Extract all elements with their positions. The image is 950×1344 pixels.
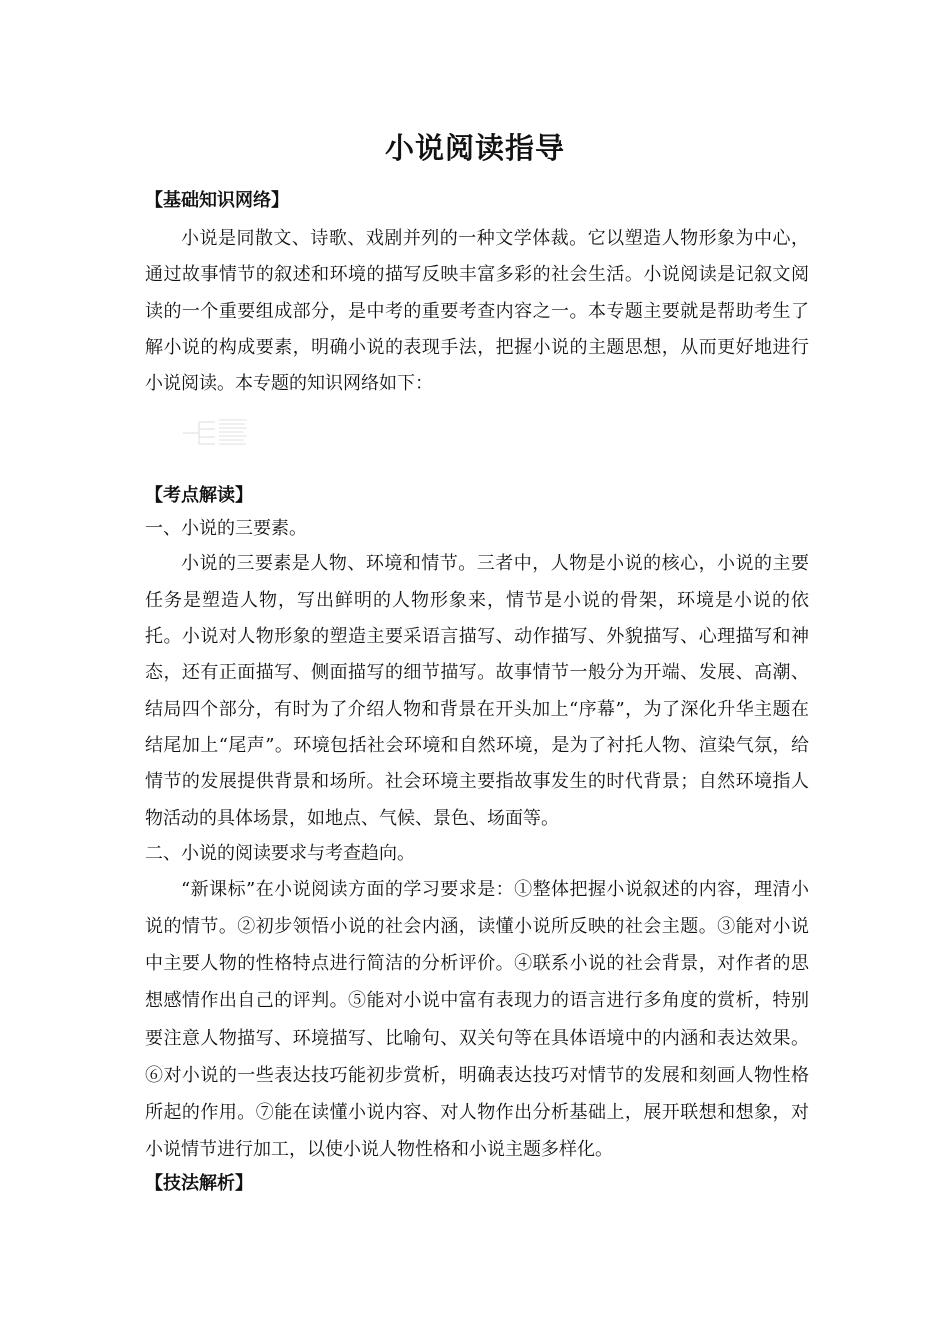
section-heading-techniques: 【技法解析】	[145, 1173, 253, 1195]
knowledge-network-figure	[145, 402, 809, 480]
section-heading-basic-knowledge: 【基础知识网络】	[145, 190, 289, 211]
paragraph-three-elements: 小说的三要素是人物、环境和情节。三者中，人物是小说的核心，小说的主要任务是塑造人物，写出鲜明的人物形象来，情节是小说的骨架，环境是小说的依托。小说对人物形象的塑造主要采语言描写、动作描写、外貌描写、心理描写和神态，还有正面描写、侧面描写的细节描写。故事情节一般分为开端、发展、高潮、结局四个部分，有时为了介绍人物和背景在开头加上“序幕”，为了深化升华主题在结尾加上“尾声”。环境包括社会环境和自然环境，是为了衬托人物、渲染气氛，给情节的发展提供背景和场所。社会环境主要指故事发生的时代背景；自然环境指人物活动的具体场景，如地点、气候、景色、场面等。	[145, 553, 809, 829]
paragraph-intro: 小说是同散文、诗歌、戏剧并列的一种文学体裁。它以塑造人物形象为中心，通过故事情节的叙述和环境的描写反映丰富多彩的社会生活。小说阅读是记叙文阅读的一个重要组成部分，是中考的重要考查内容之一。本专题主要就是帮助考生了解小说的构成要素，明确小说的表现手法，把握小说的主题思想，从而更好地进行小说阅读。本专题的知识网络如下：	[145, 228, 809, 395]
document-body	[145, 185, 809, 1200]
subheading-reading-requirements: 二、小说的阅读要求与考查趋向。	[145, 842, 415, 864]
section-heading-exam-points: 【考点解读】	[145, 485, 253, 507]
knowledge-network-diagram-thumbnail	[181, 418, 251, 448]
paragraph-reading-requirements: “新课标”在小说阅读方面的学习要求是：①整体把握小说叙述的内容，理清小说的情节。②初步领悟小说的社会内涵，读懂小说所反映的社会主题。③能对小说中主要人物的性格特点进行简洁的分析评价。④联系小说的社会背景，对作者的思想感情作出自己的评判。⑤能对小说中富有表现力的语言进行多角度的赏析，特别要注意人物描写、环境描写、比喻句、双关句等在具体语境中的内涵和表达效果。⑥对小说的一些表达技巧能初步赏析，明确表达技巧对情节的发展和刻画人物性格所起的作用。⑦能在读懂小说内容、对人物作出分析基础上，展开联想和想象，对小说情节进行加工，以使小说人物性格和小说主题多样化。	[145, 878, 809, 1161]
document-title: 小说阅读指导	[384, 131, 565, 165]
subheading-three-elements: 一、小说的三要素。	[145, 518, 307, 540]
